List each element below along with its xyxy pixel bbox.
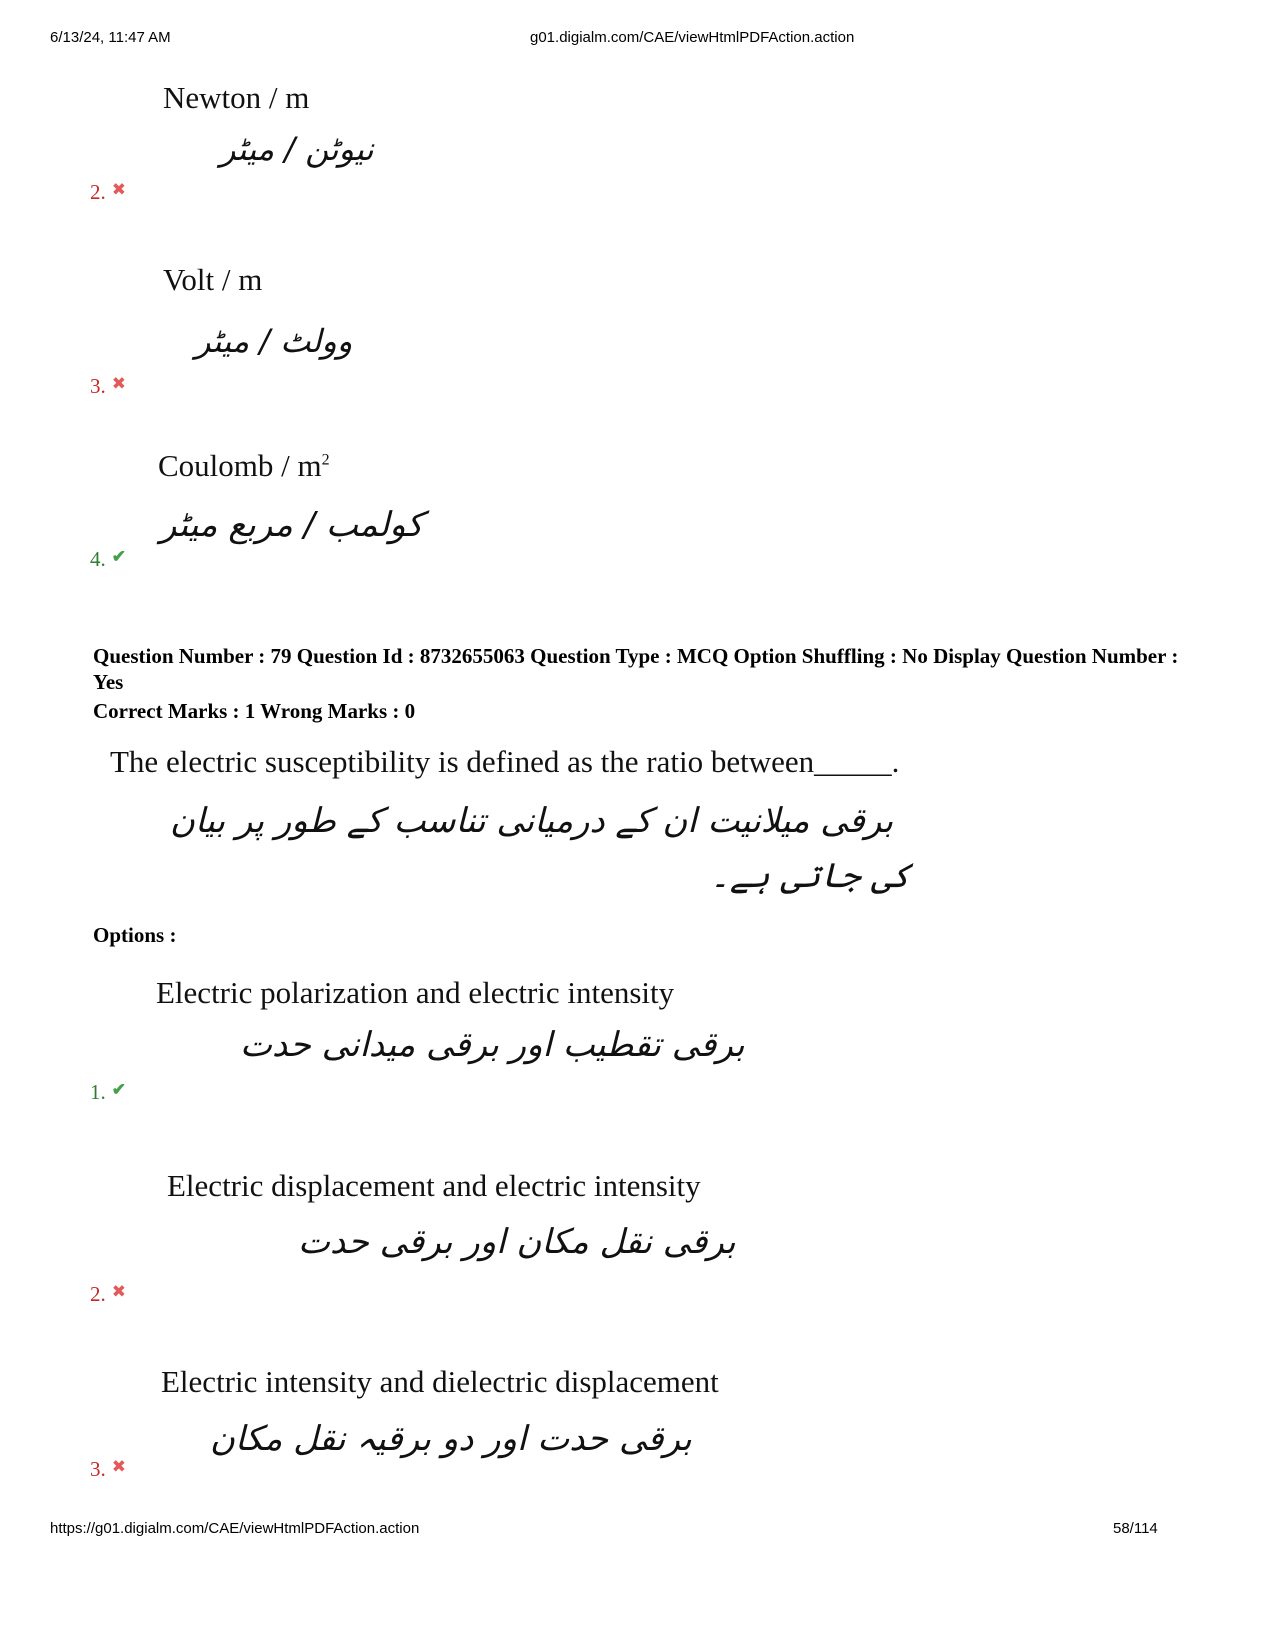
page-number: 58/114	[1113, 1520, 1158, 1537]
option-text-en-main: Coulomb / m	[158, 448, 322, 483]
print-url: g01.digialm.com/CAE/viewHtmlPDFAction.action	[530, 29, 855, 46]
option-text-en: Newton / m	[163, 80, 310, 115]
question-marks: Correct Marks : 1 Wrong Marks : 0	[93, 699, 416, 723]
question-meta: Question Number : 79 Question Id : 8732655063 Question Type : MCQ Option Shuffling : No Display Question Number : Yes	[93, 644, 1179, 694]
option-text-en: Electric polarization and electric intensity	[156, 975, 675, 1010]
option-number	[90, 180, 126, 205]
option-text-ur: برقی حدت اور دو برقیہ نقل مکان	[210, 1419, 692, 1459]
cross-icon: ✖	[111, 1457, 126, 1476]
option-text-ur: برقی تقطیب اور برقی میدانی حدت	[240, 1025, 745, 1065]
option-text-en: Volt / m	[163, 262, 263, 297]
footer-url: https://g01.digialm.com/CAE/viewHtmlPDFAction.action	[50, 1520, 420, 1537]
option-text-en: Electric intensity and dielectric displacement	[161, 1364, 719, 1399]
question-text-ur-line2: کی جاتی ہے۔	[710, 856, 911, 896]
option-text-ur: نیوٹن / میٹر	[220, 130, 374, 168]
option-number	[90, 1080, 126, 1105]
option-number	[90, 547, 126, 572]
option-number-label: 3.	[90, 1457, 106, 1481]
option-number-label: 3.	[90, 374, 106, 398]
cross-icon: ✖	[111, 1282, 126, 1301]
options-label: Options :	[93, 923, 177, 947]
option-number	[90, 374, 126, 399]
option-text-en: Electric displacement and electric intensity	[167, 1168, 701, 1203]
cross-icon: ✖	[111, 374, 126, 393]
question-text-ur-line1: برقی میلانیت ان کے درمیانی تناسب کے طور پر بیان	[170, 801, 894, 841]
check-icon: ✔	[111, 547, 126, 566]
option-number-label: 2.	[90, 180, 106, 204]
check-icon: ✔	[111, 1080, 126, 1099]
superscript: 2	[321, 451, 330, 469]
option-text-ur: برقی نقل مکان اور برقی حدت	[298, 1222, 736, 1262]
option-number-label: 4.	[90, 547, 106, 571]
cross-icon: ✖	[111, 180, 126, 199]
option-number-label: 1.	[90, 1080, 106, 1104]
option-text-en	[158, 448, 330, 484]
print-datetime: 6/13/24, 11:47 AM	[50, 29, 171, 46]
option-text-ur: کولمب / مربع میٹر	[160, 505, 424, 545]
option-number-label: 2.	[90, 1282, 106, 1306]
question-text-en: The electric susceptibility is defined as the ratio between_____.	[110, 744, 900, 779]
option-number	[90, 1457, 126, 1482]
option-text-ur: وولٹ / میٹر	[195, 322, 353, 360]
option-number	[90, 1282, 126, 1307]
